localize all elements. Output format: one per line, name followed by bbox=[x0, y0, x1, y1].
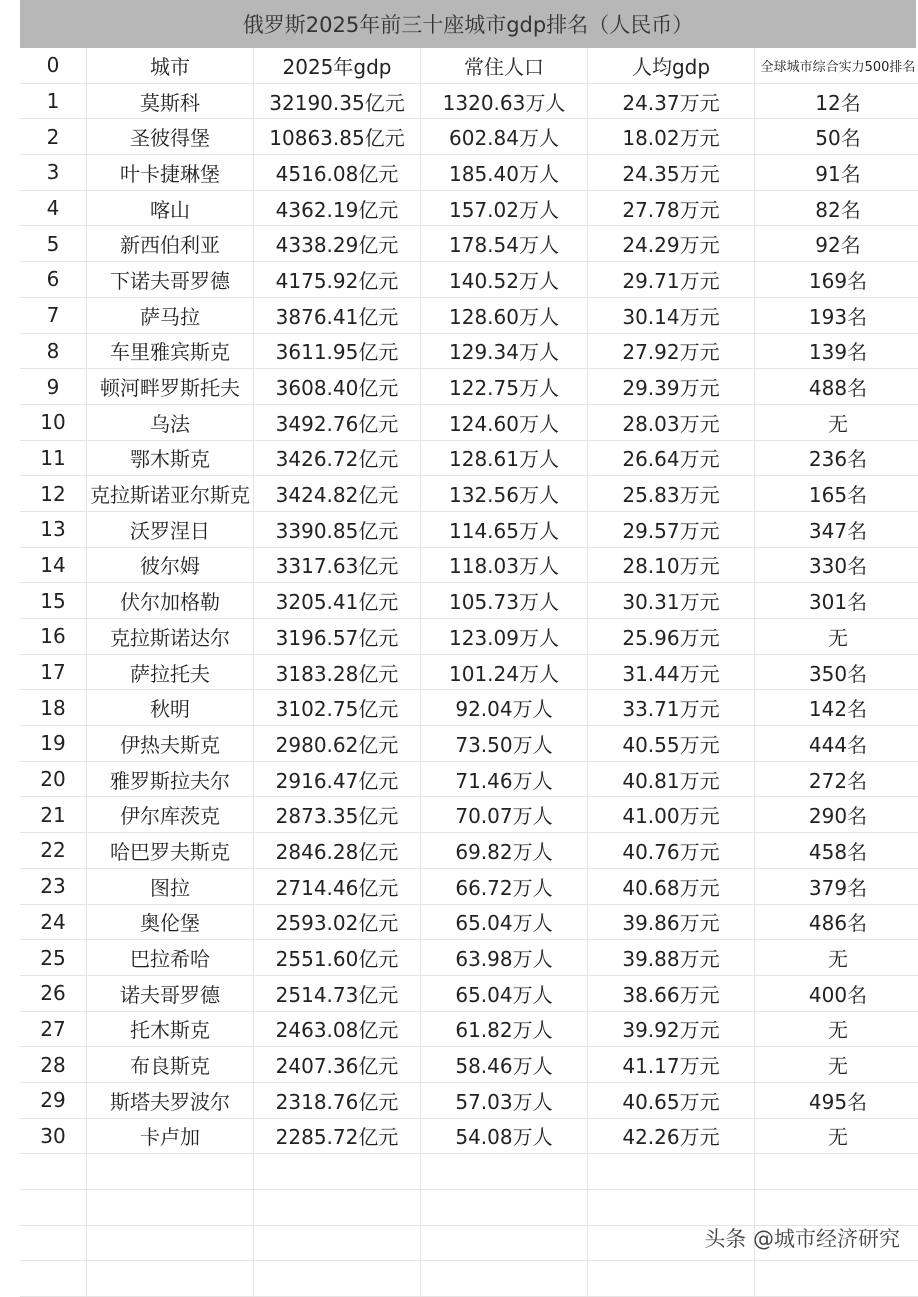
cell-global-rank[interactable]: 350名 bbox=[755, 654, 918, 690]
header-global-rank[interactable]: 全球城市综合实力500排名 bbox=[755, 48, 918, 83]
cell-city[interactable]: 萨马拉 bbox=[87, 297, 254, 333]
cell-gdp[interactable]: 3426.72亿元 bbox=[254, 440, 421, 476]
cell-city[interactable]: 下诺夫哥罗德 bbox=[87, 262, 254, 298]
cell-per-capita[interactable]: 40.76万元 bbox=[588, 833, 755, 869]
cell-population[interactable]: 57.03万人 bbox=[421, 1082, 588, 1118]
cell-population[interactable]: 101.24万人 bbox=[421, 654, 588, 690]
cell-rank[interactable]: 5 bbox=[20, 226, 87, 262]
cell-rank[interactable]: 29 bbox=[20, 1082, 87, 1118]
cell-rank[interactable]: 22 bbox=[20, 833, 87, 869]
cell-gdp[interactable]: 3390.85亿元 bbox=[254, 511, 421, 547]
cell-gdp[interactable]: 2593.02亿元 bbox=[254, 904, 421, 940]
cell-per-capita[interactable]: 41.17万元 bbox=[588, 1047, 755, 1083]
cell-city[interactable]: 巴拉希哈 bbox=[87, 940, 254, 976]
table-row bbox=[20, 654, 918, 690]
cell-population[interactable]: 1320.63万人 bbox=[421, 83, 588, 119]
cell-rank[interactable]: 3 bbox=[20, 155, 87, 191]
empty-row bbox=[20, 1190, 918, 1226]
cell-gdp[interactable]: 2846.28亿元 bbox=[254, 833, 421, 869]
cell-rank[interactable]: 10 bbox=[20, 404, 87, 440]
header-gdp[interactable]: 2025年gdp bbox=[254, 48, 421, 83]
cell-population[interactable]: 65.04万人 bbox=[421, 975, 588, 1011]
cell-rank[interactable]: 2 bbox=[20, 119, 87, 155]
cell-gdp[interactable]: 3424.82亿元 bbox=[254, 476, 421, 512]
cell-global-rank[interactable]: 290名 bbox=[755, 797, 918, 833]
empty-cell[interactable] bbox=[755, 1261, 918, 1297]
table-row bbox=[20, 1082, 918, 1118]
cell-gdp[interactable]: 3205.41亿元 bbox=[254, 583, 421, 619]
cell-rank[interactable]: 28 bbox=[20, 1047, 87, 1083]
cell-global-rank[interactable]: 142名 bbox=[755, 690, 918, 726]
cell-city[interactable]: 喀山 bbox=[87, 190, 254, 226]
table-row bbox=[20, 262, 918, 298]
cell-city[interactable]: 克拉斯诺达尔 bbox=[87, 619, 254, 655]
empty-cell[interactable] bbox=[87, 1190, 254, 1226]
cell-rank[interactable]: 14 bbox=[20, 547, 87, 583]
header-city[interactable]: 城市 bbox=[87, 48, 254, 83]
cell-per-capita[interactable]: 39.92万元 bbox=[588, 1011, 755, 1047]
cell-global-rank[interactable]: 486名 bbox=[755, 904, 918, 940]
cell-rank[interactable]: 17 bbox=[20, 654, 87, 690]
cell-city[interactable]: 诺夫哥罗德 bbox=[87, 975, 254, 1011]
empty-cell[interactable] bbox=[20, 1190, 87, 1226]
cell-rank[interactable]: 23 bbox=[20, 868, 87, 904]
table-row bbox=[20, 690, 918, 726]
cell-global-rank[interactable]: 488名 bbox=[755, 369, 918, 405]
cell-gdp[interactable]: 2318.76亿元 bbox=[254, 1082, 421, 1118]
cell-per-capita[interactable]: 39.88万元 bbox=[588, 940, 755, 976]
empty-row bbox=[20, 1154, 918, 1190]
cell-city[interactable]: 卡卢加 bbox=[87, 1118, 254, 1154]
cell-gdp[interactable]: 3611.95亿元 bbox=[254, 333, 421, 369]
cell-per-capita[interactable]: 26.64万元 bbox=[588, 440, 755, 476]
cell-per-capita[interactable]: 28.10万元 bbox=[588, 547, 755, 583]
cell-city[interactable]: 秋明 bbox=[87, 690, 254, 726]
cell-rank[interactable]: 27 bbox=[20, 1011, 87, 1047]
cell-gdp[interactable]: 3492.76亿元 bbox=[254, 404, 421, 440]
cell-per-capita[interactable]: 42.26万元 bbox=[588, 1118, 755, 1154]
cell-city[interactable]: 圣彼得堡 bbox=[87, 119, 254, 155]
table-row bbox=[20, 83, 918, 119]
empty-cell[interactable] bbox=[588, 1154, 755, 1190]
table-row bbox=[20, 190, 918, 226]
table-row bbox=[20, 1118, 918, 1154]
cell-city[interactable]: 伊尔库茨克 bbox=[87, 797, 254, 833]
cell-city[interactable]: 哈巴罗夫斯克 bbox=[87, 833, 254, 869]
cell-global-rank[interactable]: 330名 bbox=[755, 547, 918, 583]
cell-global-rank[interactable]: 无 bbox=[755, 404, 918, 440]
cell-global-rank[interactable]: 165名 bbox=[755, 476, 918, 512]
empty-cell[interactable] bbox=[87, 1261, 254, 1297]
table-row bbox=[20, 511, 918, 547]
cell-global-rank[interactable]: 272名 bbox=[755, 761, 918, 797]
cell-per-capita[interactable]: 39.86万元 bbox=[588, 904, 755, 940]
cell-city[interactable]: 叶卡捷琳堡 bbox=[87, 155, 254, 191]
empty-cell[interactable] bbox=[20, 1225, 87, 1261]
cell-gdp[interactable]: 2551.60亿元 bbox=[254, 940, 421, 976]
cell-global-rank[interactable]: 400名 bbox=[755, 975, 918, 1011]
cell-city[interactable]: 莫斯科 bbox=[87, 83, 254, 119]
cell-global-rank[interactable]: 91名 bbox=[755, 155, 918, 191]
cell-global-rank[interactable]: 193名 bbox=[755, 297, 918, 333]
cell-city[interactable]: 图拉 bbox=[87, 868, 254, 904]
gdp-table bbox=[20, 48, 918, 1297]
cell-rank[interactable]: 9 bbox=[20, 369, 87, 405]
cell-rank[interactable]: 11 bbox=[20, 440, 87, 476]
cell-per-capita[interactable]: 29.57万元 bbox=[588, 511, 755, 547]
table-row bbox=[20, 404, 918, 440]
cell-global-rank[interactable]: 无 bbox=[755, 1047, 918, 1083]
cell-gdp[interactable]: 4338.29亿元 bbox=[254, 226, 421, 262]
cell-city[interactable]: 克拉斯诺亚尔斯克 bbox=[87, 476, 254, 512]
cell-gdp[interactable]: 10863.85亿元 bbox=[254, 119, 421, 155]
cell-per-capita[interactable]: 27.78万元 bbox=[588, 190, 755, 226]
header-population[interactable]: 常住人口 bbox=[421, 48, 588, 83]
cell-gdp[interactable]: 2873.35亿元 bbox=[254, 797, 421, 833]
cell-population[interactable]: 65.04万人 bbox=[421, 904, 588, 940]
cell-rank[interactable]: 30 bbox=[20, 1118, 87, 1154]
cell-per-capita[interactable]: 33.71万元 bbox=[588, 690, 755, 726]
cell-city[interactable]: 车里雅宾斯克 bbox=[87, 333, 254, 369]
cell-gdp[interactable]: 2285.72亿元 bbox=[254, 1118, 421, 1154]
cell-per-capita[interactable]: 41.00万元 bbox=[588, 797, 755, 833]
table-row bbox=[20, 797, 918, 833]
cell-rank[interactable]: 18 bbox=[20, 690, 87, 726]
cell-population[interactable]: 129.34万人 bbox=[421, 333, 588, 369]
cell-population[interactable]: 58.46万人 bbox=[421, 1047, 588, 1083]
cell-per-capita[interactable]: 24.35万元 bbox=[588, 155, 755, 191]
cell-per-capita[interactable]: 30.31万元 bbox=[588, 583, 755, 619]
cell-global-rank[interactable]: 458名 bbox=[755, 833, 918, 869]
cell-population[interactable]: 118.03万人 bbox=[421, 547, 588, 583]
cell-per-capita[interactable]: 25.83万元 bbox=[588, 476, 755, 512]
cell-gdp[interactable]: 2916.47亿元 bbox=[254, 761, 421, 797]
empty-cell[interactable] bbox=[588, 1261, 755, 1297]
table-row bbox=[20, 440, 918, 476]
cell-gdp[interactable]: 2714.46亿元 bbox=[254, 868, 421, 904]
cell-rank[interactable]: 12 bbox=[20, 476, 87, 512]
cell-gdp[interactable]: 3876.41亿元 bbox=[254, 297, 421, 333]
cell-population[interactable]: 128.61万人 bbox=[421, 440, 588, 476]
cell-per-capita[interactable]: 27.92万元 bbox=[588, 333, 755, 369]
table-row bbox=[20, 226, 918, 262]
watermark: 头条 @城市经济研究 bbox=[704, 1223, 900, 1253]
cell-global-rank[interactable]: 50名 bbox=[755, 119, 918, 155]
empty-cell[interactable] bbox=[755, 1190, 918, 1226]
cell-rank[interactable]: 26 bbox=[20, 975, 87, 1011]
cell-gdp[interactable]: 3102.75亿元 bbox=[254, 690, 421, 726]
table-row bbox=[20, 155, 918, 191]
cell-population[interactable]: 70.07万人 bbox=[421, 797, 588, 833]
cell-global-rank[interactable]: 139名 bbox=[755, 333, 918, 369]
empty-cell[interactable] bbox=[421, 1154, 588, 1190]
cell-population[interactable]: 178.54万人 bbox=[421, 226, 588, 262]
cell-city[interactable]: 斯塔夫罗波尔 bbox=[87, 1082, 254, 1118]
table-row bbox=[20, 476, 918, 512]
cell-population[interactable]: 124.60万人 bbox=[421, 404, 588, 440]
cell-rank[interactable]: 25 bbox=[20, 940, 87, 976]
empty-cell[interactable] bbox=[254, 1261, 421, 1297]
cell-global-rank[interactable]: 82名 bbox=[755, 190, 918, 226]
cell-population[interactable]: 123.09万人 bbox=[421, 619, 588, 655]
cell-rank[interactable]: 20 bbox=[20, 761, 87, 797]
cell-global-rank[interactable]: 无 bbox=[755, 1011, 918, 1047]
empty-cell[interactable] bbox=[755, 1154, 918, 1190]
cell-global-rank[interactable]: 301名 bbox=[755, 583, 918, 619]
table-row bbox=[20, 297, 918, 333]
cell-per-capita[interactable]: 31.44万元 bbox=[588, 654, 755, 690]
cell-per-capita[interactable]: 24.29万元 bbox=[588, 226, 755, 262]
cell-gdp[interactable]: 2463.08亿元 bbox=[254, 1011, 421, 1047]
cell-global-rank[interactable]: 347名 bbox=[755, 511, 918, 547]
cell-population[interactable]: 157.02万人 bbox=[421, 190, 588, 226]
cell-city[interactable]: 伊热夫斯克 bbox=[87, 726, 254, 762]
cell-rank[interactable]: 21 bbox=[20, 797, 87, 833]
cell-gdp[interactable]: 2407.36亿元 bbox=[254, 1047, 421, 1083]
empty-cell[interactable] bbox=[421, 1261, 588, 1297]
cell-population[interactable]: 185.40万人 bbox=[421, 155, 588, 191]
cell-rank[interactable]: 13 bbox=[20, 511, 87, 547]
cell-gdp[interactable]: 4362.19亿元 bbox=[254, 190, 421, 226]
cell-gdp[interactable]: 4175.92亿元 bbox=[254, 262, 421, 298]
cell-city[interactable]: 奥伦堡 bbox=[87, 904, 254, 940]
header-per-capita[interactable]: 人均gdp bbox=[588, 48, 755, 83]
cell-per-capita[interactable]: 29.71万元 bbox=[588, 262, 755, 298]
cell-population[interactable]: 105.73万人 bbox=[421, 583, 588, 619]
cell-rank[interactable]: 1 bbox=[20, 83, 87, 119]
cell-gdp[interactable]: 2980.62亿元 bbox=[254, 726, 421, 762]
cell-per-capita[interactable]: 18.02万元 bbox=[588, 119, 755, 155]
cell-population[interactable]: 92.04万人 bbox=[421, 690, 588, 726]
table-row bbox=[20, 761, 918, 797]
cell-city[interactable]: 伏尔加格勒 bbox=[87, 583, 254, 619]
empty-cell[interactable] bbox=[254, 1154, 421, 1190]
cell-rank[interactable]: 16 bbox=[20, 619, 87, 655]
cell-global-rank[interactable]: 无 bbox=[755, 619, 918, 655]
cell-gdp[interactable]: 4516.08亿元 bbox=[254, 155, 421, 191]
cell-per-capita[interactable]: 38.66万元 bbox=[588, 975, 755, 1011]
table-row bbox=[20, 868, 918, 904]
cell-city[interactable]: 鄂木斯克 bbox=[87, 440, 254, 476]
cell-global-rank[interactable]: 12名 bbox=[755, 83, 918, 119]
cell-population[interactable]: 61.82万人 bbox=[421, 1011, 588, 1047]
cell-per-capita[interactable]: 30.14万元 bbox=[588, 297, 755, 333]
cell-population[interactable]: 69.82万人 bbox=[421, 833, 588, 869]
cell-per-capita[interactable]: 40.65万元 bbox=[588, 1082, 755, 1118]
table-header-row bbox=[20, 48, 918, 83]
cell-rank[interactable]: 4 bbox=[20, 190, 87, 226]
cell-city[interactable]: 新西伯利亚 bbox=[87, 226, 254, 262]
cell-city[interactable]: 雅罗斯拉夫尔 bbox=[87, 761, 254, 797]
cell-rank[interactable]: 15 bbox=[20, 583, 87, 619]
cell-per-capita[interactable]: 40.55万元 bbox=[588, 726, 755, 762]
empty-cell[interactable] bbox=[20, 1261, 87, 1297]
cell-city[interactable]: 布良斯克 bbox=[87, 1047, 254, 1083]
cell-global-rank[interactable]: 无 bbox=[755, 1118, 918, 1154]
cell-population[interactable]: 122.75万人 bbox=[421, 369, 588, 405]
cell-per-capita[interactable]: 28.03万元 bbox=[588, 404, 755, 440]
table-row bbox=[20, 1011, 918, 1047]
cell-gdp[interactable]: 3317.63亿元 bbox=[254, 547, 421, 583]
cell-population[interactable]: 63.98万人 bbox=[421, 940, 588, 976]
cell-global-rank[interactable]: 495名 bbox=[755, 1082, 918, 1118]
cell-city[interactable]: 乌法 bbox=[87, 404, 254, 440]
header-index[interactable]: 0 bbox=[20, 48, 87, 83]
cell-population[interactable]: 66.72万人 bbox=[421, 868, 588, 904]
cell-city[interactable]: 顿河畔罗斯托夫 bbox=[87, 369, 254, 405]
empty-cell[interactable] bbox=[87, 1154, 254, 1190]
table-row bbox=[20, 1047, 918, 1083]
cell-rank[interactable]: 6 bbox=[20, 262, 87, 298]
cell-population[interactable]: 114.65万人 bbox=[421, 511, 588, 547]
table-row bbox=[20, 583, 918, 619]
empty-cell[interactable] bbox=[254, 1225, 421, 1261]
table-row bbox=[20, 975, 918, 1011]
cell-city[interactable]: 萨拉托夫 bbox=[87, 654, 254, 690]
empty-row bbox=[20, 1261, 918, 1297]
cell-population[interactable]: 602.84万人 bbox=[421, 119, 588, 155]
empty-cell[interactable] bbox=[254, 1190, 421, 1226]
table-row bbox=[20, 333, 918, 369]
cell-global-rank[interactable]: 无 bbox=[755, 940, 918, 976]
cell-per-capita[interactable]: 29.39万元 bbox=[588, 369, 755, 405]
table-row bbox=[20, 547, 918, 583]
cell-global-rank[interactable]: 169名 bbox=[755, 262, 918, 298]
cell-global-rank[interactable]: 236名 bbox=[755, 440, 918, 476]
cell-city[interactable]: 沃罗涅日 bbox=[87, 511, 254, 547]
cell-per-capita[interactable]: 25.96万元 bbox=[588, 619, 755, 655]
empty-cell[interactable] bbox=[421, 1225, 588, 1261]
table-row bbox=[20, 904, 918, 940]
empty-cell[interactable] bbox=[20, 1154, 87, 1190]
table-row bbox=[20, 119, 918, 155]
cell-global-rank[interactable]: 379名 bbox=[755, 868, 918, 904]
cell-rank[interactable]: 8 bbox=[20, 333, 87, 369]
cell-gdp[interactable]: 32190.35亿元 bbox=[254, 83, 421, 119]
cell-per-capita[interactable]: 24.37万元 bbox=[588, 83, 755, 119]
empty-cell[interactable] bbox=[588, 1190, 755, 1226]
cell-rank[interactable]: 24 bbox=[20, 904, 87, 940]
cell-gdp[interactable]: 2514.73亿元 bbox=[254, 975, 421, 1011]
cell-global-rank[interactable]: 444名 bbox=[755, 726, 918, 762]
table-row bbox=[20, 940, 918, 976]
cell-city[interactable]: 托木斯克 bbox=[87, 1011, 254, 1047]
cell-population[interactable]: 73.50万人 bbox=[421, 726, 588, 762]
cell-gdp[interactable]: 3608.40亿元 bbox=[254, 369, 421, 405]
cell-per-capita[interactable]: 40.68万元 bbox=[588, 868, 755, 904]
cell-gdp[interactable]: 3196.57亿元 bbox=[254, 619, 421, 655]
cell-population[interactable]: 71.46万人 bbox=[421, 761, 588, 797]
cell-city[interactable]: 彼尔姆 bbox=[87, 547, 254, 583]
table-row bbox=[20, 833, 918, 869]
empty-cell[interactable] bbox=[87, 1225, 254, 1261]
cell-gdp[interactable]: 3183.28亿元 bbox=[254, 654, 421, 690]
table-row bbox=[20, 369, 918, 405]
table-row bbox=[20, 619, 918, 655]
sheet-title: 俄罗斯2025年前三十座城市gdp排名（人民币） bbox=[20, 0, 916, 48]
cell-rank[interactable]: 7 bbox=[20, 297, 87, 333]
cell-per-capita[interactable]: 40.81万元 bbox=[588, 761, 755, 797]
cell-population[interactable]: 128.60万人 bbox=[421, 297, 588, 333]
cell-global-rank[interactable]: 92名 bbox=[755, 226, 918, 262]
cell-population[interactable]: 140.52万人 bbox=[421, 262, 588, 298]
empty-cell[interactable] bbox=[421, 1190, 588, 1226]
cell-population[interactable]: 54.08万人 bbox=[421, 1118, 588, 1154]
cell-rank[interactable]: 19 bbox=[20, 726, 87, 762]
cell-population[interactable]: 132.56万人 bbox=[421, 476, 588, 512]
table-row bbox=[20, 726, 918, 762]
